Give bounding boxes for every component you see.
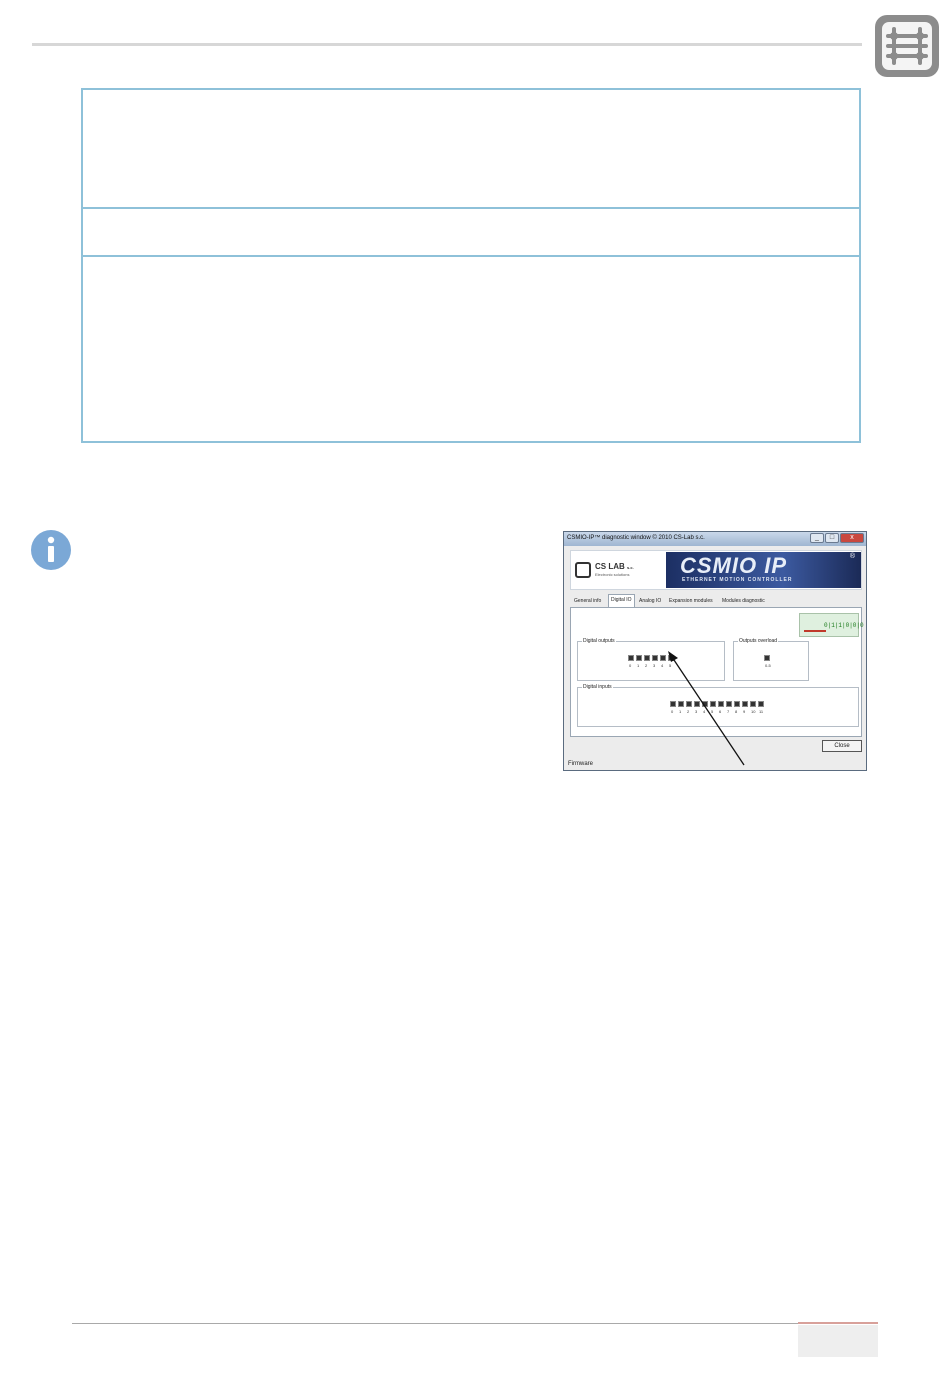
info-icon bbox=[30, 529, 72, 571]
digital-input-number: 10 bbox=[751, 709, 756, 714]
tab-general-info[interactable]: General info bbox=[574, 598, 602, 604]
cs-lab-logo-icon bbox=[872, 12, 942, 80]
tab-digital-io[interactable]: Digital IO bbox=[608, 594, 635, 607]
banner-title: CSMIO IP bbox=[680, 553, 788, 578]
table-row-divider bbox=[83, 207, 859, 209]
footer-accent bbox=[798, 1322, 878, 1324]
digital-input-number: 2 bbox=[687, 709, 690, 714]
digital-input-number: 0 bbox=[671, 709, 674, 714]
diagnostic-window-screenshot bbox=[563, 531, 867, 771]
close-button[interactable]: Close bbox=[822, 740, 862, 752]
digital-input-number: 7 bbox=[727, 709, 730, 714]
digital-output-number: 2 bbox=[645, 663, 648, 668]
tab-modules-diagnostic[interactable]: Modules diagnostic bbox=[722, 598, 765, 604]
footer-rule bbox=[72, 1323, 878, 1324]
digital-output-number: 5 bbox=[669, 663, 672, 668]
digital-input-number: 5 bbox=[711, 709, 714, 714]
maximize-button[interactable]: □ bbox=[825, 533, 839, 543]
overload-number: 0-5 bbox=[765, 663, 771, 668]
minimize-button[interactable]: _ bbox=[810, 533, 824, 543]
digital-input-number: 4 bbox=[703, 709, 706, 714]
tab-analog-io[interactable]: Analog IO bbox=[639, 598, 662, 604]
digital-input-number: 1 bbox=[679, 709, 682, 714]
digital-output-number: 0 bbox=[629, 663, 632, 668]
digital-outputs-label: Digital outputs bbox=[583, 638, 615, 644]
digital-input-number: 3 bbox=[695, 709, 698, 714]
info-table bbox=[81, 88, 861, 443]
registered-mark: ® bbox=[849, 553, 855, 560]
status-digits: 0|1|1|0|0|0 bbox=[824, 622, 864, 629]
digital-inputs-label: Digital inputs bbox=[583, 684, 612, 690]
digital-output-number: 4 bbox=[661, 663, 664, 668]
digital-output-number: 3 bbox=[653, 663, 656, 668]
digital-input-number: 11 bbox=[759, 709, 764, 714]
outputs-overload-label: Outputs overload bbox=[739, 638, 778, 644]
banner-subtitle: ETHERNET MOTION CONTROLLER bbox=[682, 577, 793, 583]
brand-subtitle: Electronic solutions bbox=[595, 572, 630, 577]
digital-output-number: 1 bbox=[637, 663, 640, 668]
page-number-box bbox=[798, 1325, 878, 1357]
digital-input-number: 9 bbox=[743, 709, 746, 714]
tab-expansion-modules[interactable]: Expansion modules bbox=[669, 598, 713, 604]
window-title: CSMIO-IP™ diagnostic window © 2010 CS-Lab s.c. bbox=[567, 535, 705, 541]
digital-input-number: 8 bbox=[735, 709, 738, 714]
digital-input-number: 6 bbox=[719, 709, 722, 714]
header-rule bbox=[32, 43, 862, 46]
firmware-label: Firmware bbox=[568, 761, 593, 767]
brand-name: CS LAB s.c. bbox=[595, 562, 634, 571]
table-row-divider bbox=[83, 255, 859, 257]
callout-arrow bbox=[564, 532, 867, 771]
close-window-button[interactable]: x bbox=[840, 533, 864, 543]
